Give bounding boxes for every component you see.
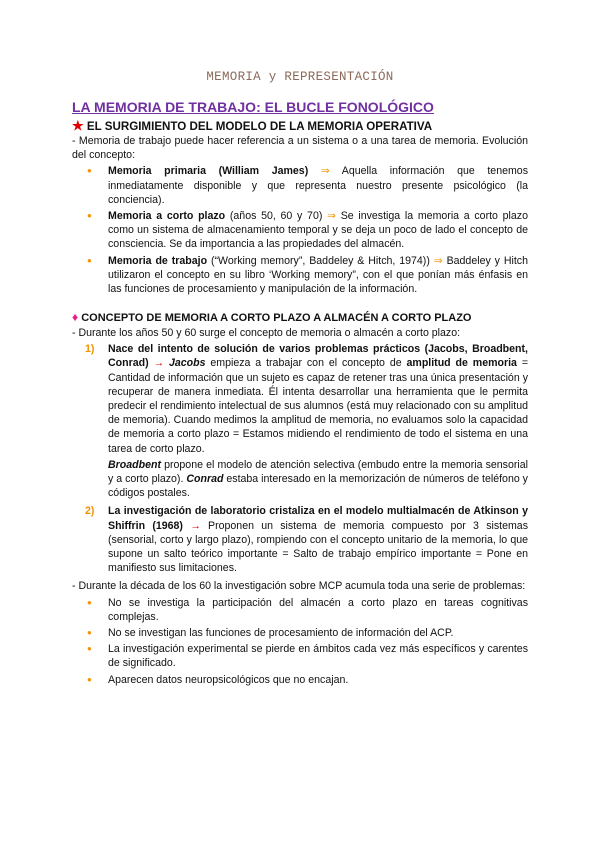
list-item: ● La investigación experimental se pierde en ámbitos cada vez más específicos y carentes de significado. (72, 642, 528, 670)
bullet-term: Memoria primaria (William James) (108, 165, 309, 178)
bullet-text: Aquella información que tenemos inmediatamente disponible y que representa nuestro presente psicológico (la conciencia). (108, 165, 528, 206)
bullet-term: Memoria a corto plazo (108, 210, 226, 223)
section2-heading (72, 310, 471, 324)
list-item (72, 254, 528, 297)
arrow-icon: → (153, 357, 165, 370)
bullet-mid: (años 50, 60 y 70) (229, 210, 323, 223)
item1-text1: empieza a trabajar con el concepto de (210, 357, 402, 370)
document-title: LA MEMORIA DE TRABAJO: EL BUCLE FONOLÓGICO (72, 99, 434, 115)
list-item (72, 164, 528, 207)
diamond-icon: ♦ (72, 310, 79, 324)
list-item: ● No se investigan las funciones de procesamiento de información del ACP. (72, 626, 528, 640)
item-number: 1) (85, 343, 95, 356)
list-item (72, 209, 528, 252)
concept-list (72, 164, 528, 296)
item1-paragraph2 (108, 458, 528, 501)
list-item: ● No se investiga la participación del almacén a corto plazo en tareas cognitivas complejas. (72, 596, 528, 624)
section2-intro: - Durante los años 50 y 60 surge el concepto de memoria o almacén a corto plazo: (72, 327, 461, 339)
arrow-icon: → (190, 519, 201, 532)
list-item: ● Aparecen datos neuropsicológicos que no encajan. (72, 673, 528, 687)
section2-heading-text: CONCEPTO DE MEMORIA A CORTO PLAZO A ALMACÉN A CORTO PLAZO (81, 312, 472, 324)
bullet-term: Memoria de trabajo (108, 254, 208, 267)
section2-closing: - Durante la década de los 60 la investigación sobre MCP acumula toda una serie de problemas: (72, 580, 526, 593)
item1-heading: Nace del intento de solución de varios problemas prácticos (Jacobs, Broadbent, Conrad) (108, 343, 528, 370)
section1-body (72, 134, 528, 296)
section2-body (72, 326, 528, 687)
author-jacobs: Jacobs (168, 357, 206, 370)
author-broadbent: Broadbent (108, 458, 161, 471)
problems-list (72, 596, 528, 687)
star-icon: ★ (72, 118, 84, 133)
bullet-text: Se investiga la memoria a corto plazo como un sistema de almacenamiento temporal y se deja un poco de lado el concepto de consciencia. Se da importancia a las propiedades del almacén. (108, 210, 528, 251)
list-item (72, 504, 528, 575)
bullet-mid: (“Working memory”, Baddeley & Hitch, 1974)) (210, 254, 430, 267)
list-item (72, 342, 528, 500)
section1-heading (72, 118, 432, 134)
item1-text4: estaba interesado en la memorización de números de teléfono y códigos postales. (108, 473, 528, 500)
item1-text2: = Cantidad de información que un sujeto es capaz de retener tras una única presentación y recuperar de manera inmediata. Él intenta desarrollar una herramienta que le permita predecir el rendimiento intelectual de sus alumnos (está muy relacionado con su amplitud de memoria). Cuando medimos la amplitud de memoria, no evaluamos solo la capacidad de memoria a corto plazo = Estamos midiendo el rendimiento de todo el sistema en una tarea de corto plazo. (108, 357, 529, 455)
item1-term: amplitud de memoria (406, 357, 517, 370)
section1-heading-text: EL SURGIMIENTO DEL MODELO DE LA MEMORIA OPERATIVA (86, 120, 433, 133)
section1-intro: - Memoria de trabajo puede hacer referencia a un sistema o a una tarea de memoria. Evolución del concepto: (72, 135, 528, 162)
item2-text: Proponen un sistema de memoria compuesto por 3 sistemas (sensorial, corto y largo plazo), rompiendo con el concepto unitario de la memoria, lo que supone un salto teórico importante = Salto de trabajo empírico importante = Pone en manifiesto sus limitaciones. (108, 519, 528, 575)
bullet-text: Baddeley y Hitch utilizaron el concepto en su libro ‘Working memory”, con el que ponían más énfasis en las funciones de procesamiento y manipulación de la información. (108, 254, 528, 296)
double-arrow-icon: ⇒ (327, 210, 336, 223)
numbered-list (72, 342, 528, 575)
page-header: MEMORIA y REPRESENTACIÓN (206, 70, 394, 84)
author-conrad: Conrad (186, 473, 224, 486)
double-arrow-icon: ⇒ (320, 165, 330, 178)
item1-text3: propone el modelo de atención selectiva (embudo entre la memoria sensorial y a corto plazo). (108, 458, 528, 486)
item2-heading: La investigación de laboratorio cristaliza en el modelo multialmacén de Atkinson y Shiffrin (1968) (108, 505, 528, 532)
double-arrow-icon: ⇒ (433, 254, 443, 267)
item-number: 2) (85, 505, 95, 518)
